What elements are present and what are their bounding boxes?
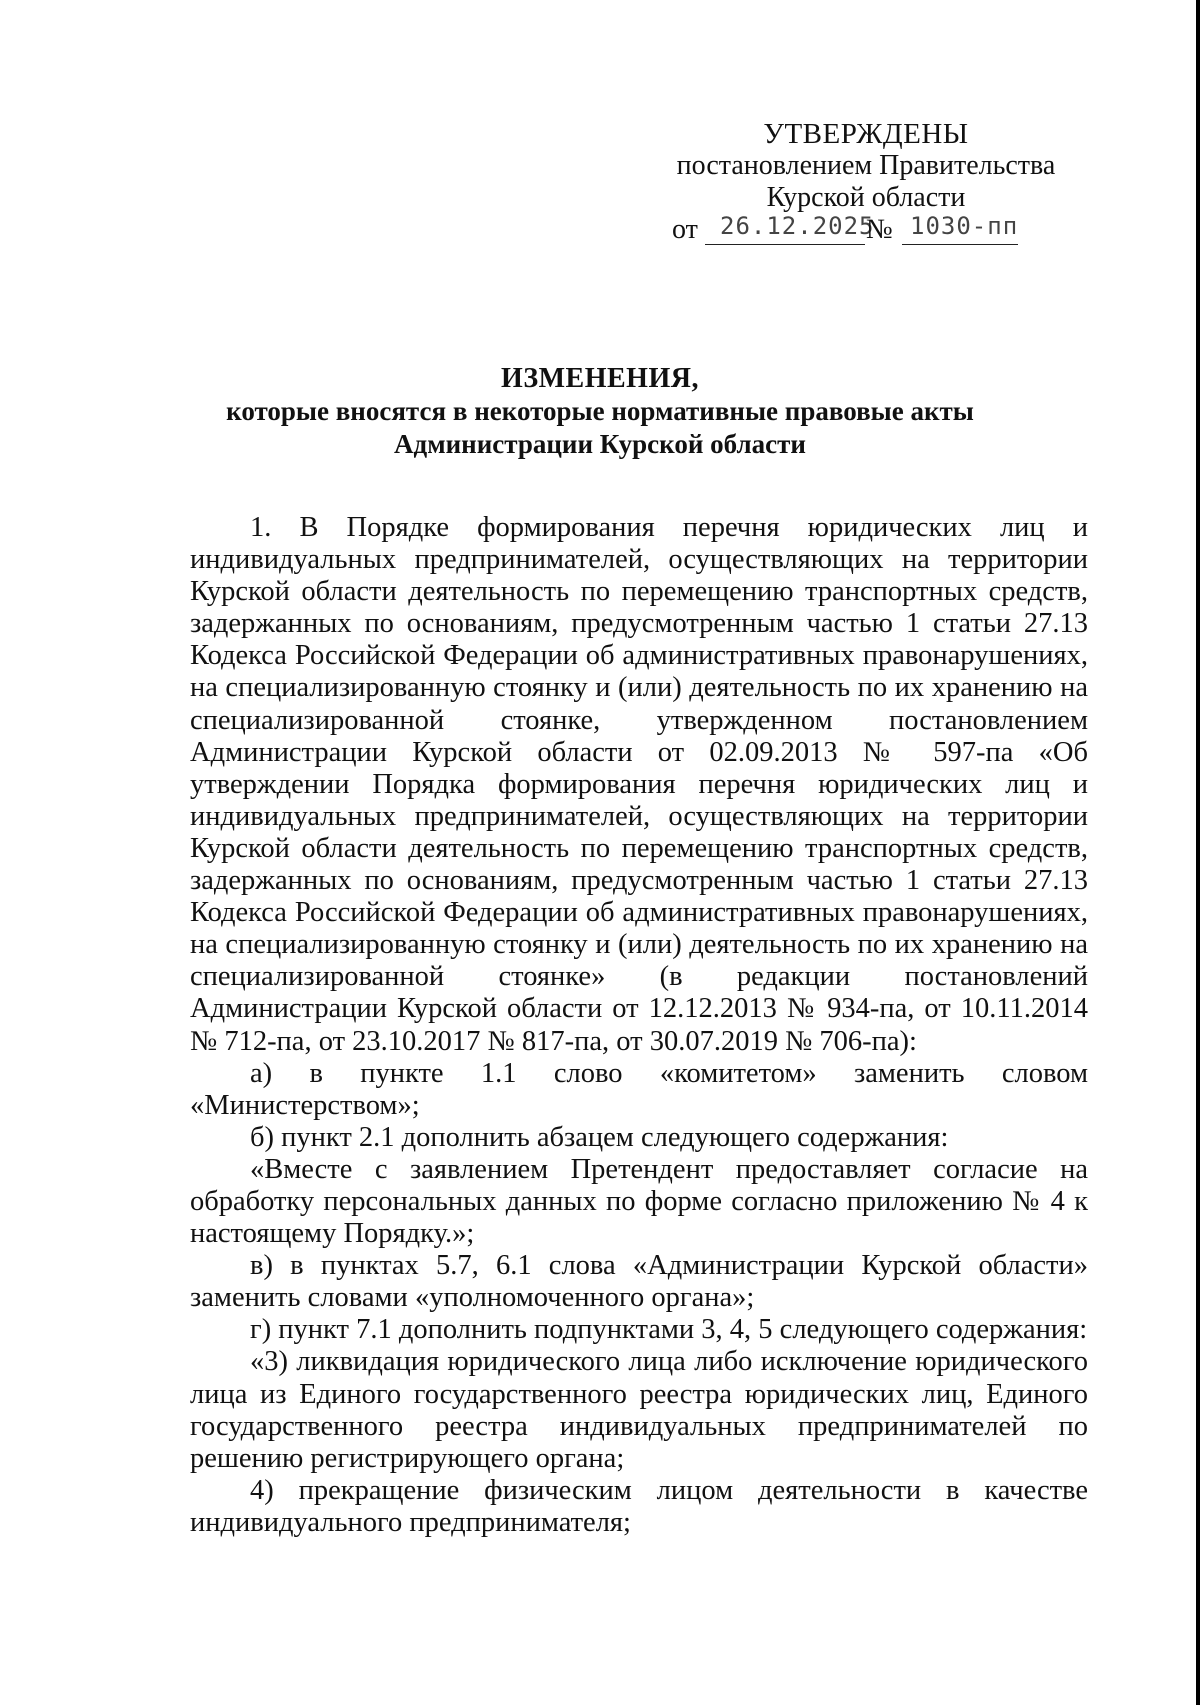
number-prefix: № <box>866 214 893 245</box>
paragraph-subitem-g: г) пункт 7.1 дополнить подпунктами 3, 4, 5 следующего содержания: <box>250 1314 1088 1346</box>
paragraph-subpoint-3: «3) ликвидация юридического лица либо исключение юридического лица из Единого государственного реестра юридических лиц, Единого государственного реестра индивидуальных предпринимателей по решению регистрирующего органа; <box>190 1346 1088 1474</box>
approval-line-1: постановлением Правительства <box>676 150 1056 181</box>
approval-reference <box>666 214 1066 248</box>
paragraph-subpoint-4: 4) прекращение физическим лицом деятельности в качестве индивидуального предпринимателя; <box>190 1474 1088 1538</box>
number-underline <box>902 244 1018 245</box>
document-title <box>0 362 1200 461</box>
title-sub-2: Администрации Курской области <box>394 429 806 459</box>
title-main: ИЗМЕНЕНИЯ, <box>501 363 699 394</box>
approval-number: 1030-пп <box>910 212 1019 240</box>
document-body <box>190 512 1088 1539</box>
approval-date: 26.12.2025 <box>720 212 875 240</box>
date-prefix: от <box>672 214 698 245</box>
approval-stamp <box>666 118 1066 248</box>
title-sub-1: которые вносятся в некоторые нормативные правовые акты <box>226 396 974 426</box>
paragraph-quote-consent: «Вместе с заявлением Претендент предоставляет согласие на обработку персональных данных по форме согласно приложению № 4 к настоящему Порядку.»; <box>190 1153 1088 1250</box>
paragraph-item-1: 1. В Порядке формирования перечня юридических лиц и индивидуальных предпринимателей, осуществляющих на территории Курской области деятельность по перемещению транспортных средств, задержанных по основаниям, предусмотренным частью 1 статьи 27.13 Кодекса Российской Федерации об административных правонарушениях, на специализированную стоянку и (или) деятельность по их хранению на специализированной стоянке, утвержденном постановлением Администрации Курской области от 02.09.2013 № 597-па «Об утверждении Порядка формирования перечня юридических лиц и индивидуальных предпринимателей, осуществляющих на территории Курской области деятельность по перемещению транспортных средств, задержанных по основаниям, предусмотренным частью 1 статьи 27.13 Кодекса Российской Федерации об административных правонарушениях, на специализированную стоянку и (или) деятельность по их хранению на специализированной стоянке» (в редакции постановлений Администрации Курской области от 12.12.2013 № 934-па, от 10.11.2014 № 712-па, от 23.10.2017 № 817-па, от 30.07.2019 № 706-па): <box>190 512 1088 1057</box>
approval-heading: УТВЕРЖДЕНЫ <box>763 118 969 150</box>
paragraph-subitem-a: а) в пункте 1.1 слово «комитетом» заменить словом «Министерством»; <box>190 1057 1088 1121</box>
date-underline <box>705 244 865 245</box>
scan-border <box>1196 0 1200 1705</box>
approval-line-2: Курской области <box>766 182 966 213</box>
paragraph-subitem-b: б) пункт 2.1 дополнить абзацем следующего содержания: <box>250 1121 949 1153</box>
paragraph-subitem-v: в) в пунктах 5.7, 6.1 слова «Администрации Курской области» заменить словами «уполномоченного органа»; <box>190 1250 1088 1314</box>
